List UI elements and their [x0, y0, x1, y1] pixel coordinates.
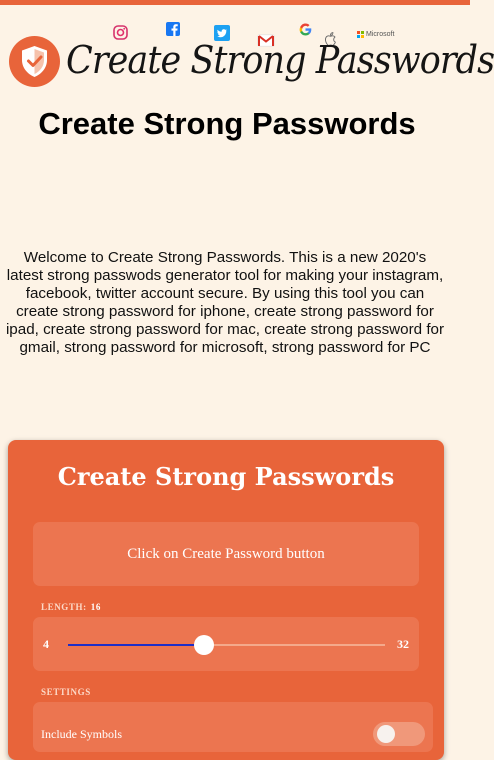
logo-wordmark: Create Strong Passwords [66, 38, 494, 82]
slider-thumb[interactable] [194, 635, 214, 655]
setting-row-symbols [33, 702, 433, 752]
toggle-knob [377, 725, 395, 743]
microsoft-label: Microsoft [366, 31, 395, 38]
length-label-text: LENGTH: [41, 602, 87, 612]
slider-fill [68, 644, 204, 646]
length-value: 16 [90, 602, 101, 612]
password-generator-card [8, 440, 444, 760]
password-result-box[interactable] [33, 522, 419, 586]
generator-title: Create Strong Passwords [57, 462, 395, 491]
setting-label: Include Symbols [41, 727, 122, 741]
password-result-text: Click on Create Password button [127, 545, 325, 562]
page-title: Create Strong Passwords [38, 106, 416, 141]
google-icon [299, 23, 312, 36]
setting-toggle[interactable] [373, 722, 425, 746]
logo-banner[interactable] [0, 18, 494, 98]
microsoft-grid-icon [357, 31, 364, 38]
shield-logo-icon [9, 36, 60, 87]
length-slider-container [33, 617, 419, 671]
settings-label: SETTINGS [41, 687, 91, 697]
slider-min-label: 4 [43, 637, 49, 651]
top-accent-bar [0, 0, 470, 5]
length-slider[interactable] [68, 644, 385, 646]
length-label [41, 602, 101, 612]
slider-max-label: 32 [397, 637, 409, 651]
microsoft-logo-icon [357, 31, 394, 38]
facebook-icon [166, 22, 180, 36]
intro-paragraph: Welcome to Create Strong Passwords. This is a new 2020's latest strong passwods generator tool for making your instagram, facebook, twitter account secure. By using this tool you can create strong password for iphone, create strong password for ipad, create strong password for mac, create strong password for gmail, strong password for microsoft, strong password for PC [5, 249, 445, 356]
